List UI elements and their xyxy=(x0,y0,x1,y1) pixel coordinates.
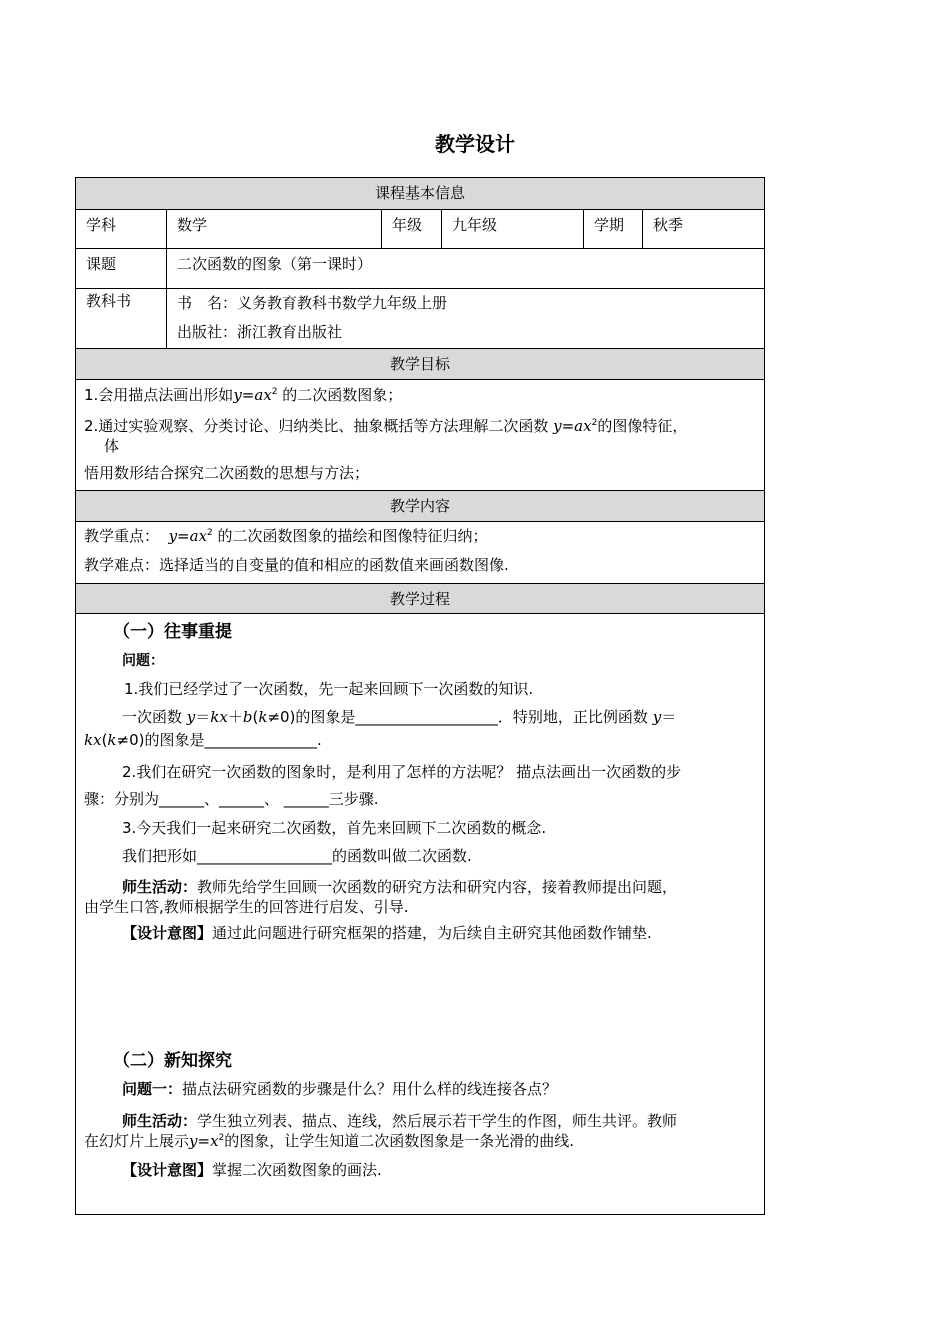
activity-1-line-2: 由学生口答,教师根据学生的回答进行启发、引导. xyxy=(84,898,409,916)
activity-2-line-1: 师生活动：学生独立列表、描点、连线，然后展示若干学生的作图，师生共评。教师 xyxy=(122,1112,678,1130)
key-point: 教学重点： $y=ax^2$ 的二次函数图象的描绘和图像特征归纳； xyxy=(84,527,488,545)
problem-1: 问题一：描点法研究函数的步骤是什么？用什么样的线连接各点？ xyxy=(122,1080,558,1098)
textbook-row xyxy=(76,288,764,348)
section-1-title: （一）往事重提 xyxy=(113,622,232,642)
question-1-line-3: kx(k≠0)的图象是_______________. xyxy=(84,731,322,749)
question-label: 问题： xyxy=(122,653,164,669)
topic-label: 课题 xyxy=(86,255,117,273)
textbook-label: 教科书 xyxy=(86,292,132,310)
activity-2-line-2: 在幻灯片上展示$y=x^2$的图象，让学生知道二次函数图象是一条光滑的曲线. xyxy=(84,1132,575,1150)
process-header: 教学过程 xyxy=(76,583,764,613)
activity-1-line-1: 师生活动：教师先给学生回顾一次函数的研究方法和研究内容，接着教师提出问题， xyxy=(122,878,678,896)
design-intent-2: 【设计意图】掌握二次函数图象的画法. xyxy=(122,1161,382,1179)
term-value: 秋季 xyxy=(642,210,764,248)
content-body xyxy=(76,521,764,583)
question-1-line-2: 一次函数 y＝kx＋b(k≠0)的图象是___________________．特别地，正比例函数 y＝ xyxy=(122,708,677,726)
process-body xyxy=(76,613,764,1214)
section-2-title: （二）新知探究 xyxy=(113,1051,232,1071)
grade-value: 九年级 xyxy=(441,210,583,248)
content-header: 教学内容 xyxy=(76,490,764,521)
question-1: 1.我们已经学过了一次函数，先一起来回顾下一次函数的知识. xyxy=(124,680,534,698)
question-2-line-1: 2.我们在研究一次函数的图象时，是利用了怎样的方法呢？ 描点法画出一次函数的步 xyxy=(122,763,682,781)
question-2-line-2: 骤：分别为______、______、 ______三步骤. xyxy=(84,790,379,808)
course-info-header: 课程基本信息 xyxy=(76,178,764,209)
grade-label: 年级 xyxy=(381,210,441,248)
objective-3: 悟用数形结合探究二次函数的思想与方法； xyxy=(84,464,370,482)
objective-2-wrap: 体 xyxy=(104,437,120,455)
subject-label: 学科 xyxy=(86,216,117,234)
objective-1: 1.会用描点法画出形如$y=ax^2$ 的二次函数图象； xyxy=(84,386,403,404)
lesson-plan-table xyxy=(75,177,765,1215)
page-title: 教学设计 xyxy=(435,132,515,156)
design-intent-1: 【设计意图】通过此问题进行研究框架的搭建，为后续自主研究其他函数作铺垫. xyxy=(122,924,652,942)
objective-2: 2.通过实验观察、分类讨论、归纳类比、抽象概括等方法理解二次函数 $y=ax^2$的图像特征， xyxy=(84,417,688,435)
term-label: 学期 xyxy=(583,210,642,248)
textbook-value xyxy=(166,289,764,348)
question-3-line-2: 我们把形如__________________的函数叫做二次函数. xyxy=(122,847,472,865)
topic-value: 二次函数的图象（第一课时） xyxy=(166,249,764,288)
publisher-line: 出版社：浙江教育出版社 xyxy=(177,323,343,341)
difficulty-point: 教学难点：选择适当的自变量的值和相应的函数值来画函数图像. xyxy=(84,556,509,574)
question-3: 3.今天我们一起来研究二次函数，首先来回顾下二次函数的概念. xyxy=(122,819,547,837)
course-info-row xyxy=(76,209,764,248)
topic-row xyxy=(76,248,764,288)
objectives-header: 教学目标 xyxy=(76,348,764,379)
subject-value: 数学 xyxy=(166,210,381,248)
book-line: 书 名：义务教育教科书数学九年级上册 xyxy=(177,294,448,312)
objectives-body xyxy=(76,379,764,490)
